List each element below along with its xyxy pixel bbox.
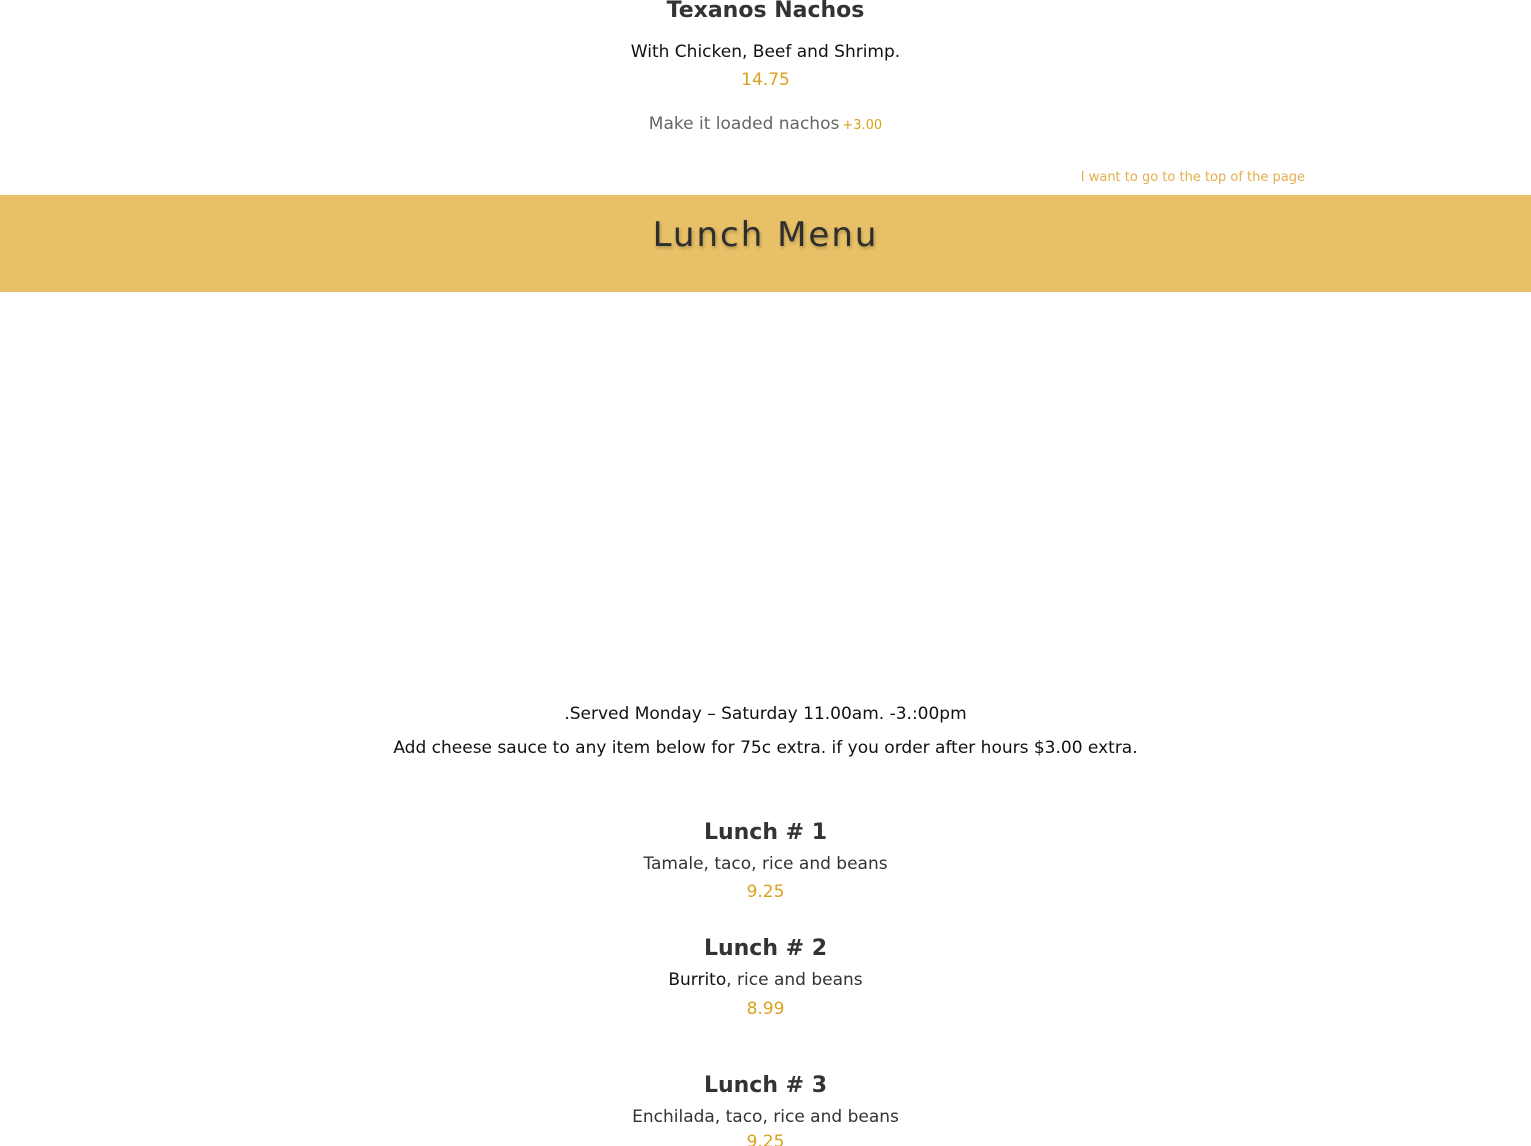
nachos-addon <box>0 114 1531 134</box>
lunch-2-description-rest: , rice and beans <box>726 970 863 990</box>
lunch-3-title: Lunch # 3 <box>703 1073 828 1098</box>
nachos-title: Texanos Nachos <box>666 0 865 23</box>
lunch-menu-title: Lunch Menu <box>652 215 879 255</box>
cheese-sauce-note: Add cheese sauce to any item below for 75c extra. if you order after hours $3.00 extra. <box>393 738 1138 758</box>
lunch-2-title: Lunch # 2 <box>703 936 828 961</box>
nachos-description: With Chicken, Beef and Shrimp. <box>630 42 901 62</box>
nachos-addon-price: +3.00 <box>842 118 883 133</box>
lunch-2-price: 8.99 <box>746 999 785 1019</box>
lunch-2-description <box>0 970 1531 990</box>
lunch-3-price: 9.25 <box>746 1132 785 1146</box>
lunch-hours-note: .Served Monday – Saturday 11.00am. -3.:00pm <box>564 704 967 724</box>
lunch-3-description: Enchilada, taco, rice and beans <box>632 1107 899 1127</box>
lunch-2-description-lead: Burrito <box>668 970 727 990</box>
lunch-1-description: Tamale, taco, rice and beans <box>643 854 888 874</box>
lunch-1-price: 9.25 <box>746 882 785 902</box>
lunch-menu-banner <box>0 195 1531 292</box>
lunch-1-title: Lunch # 1 <box>703 820 828 845</box>
nachos-addon-label: Make it loaded nachos <box>648 114 840 134</box>
back-to-top-link[interactable]: I want to go to the top of the page <box>1080 170 1305 185</box>
nachos-price: 14.75 <box>741 70 790 90</box>
